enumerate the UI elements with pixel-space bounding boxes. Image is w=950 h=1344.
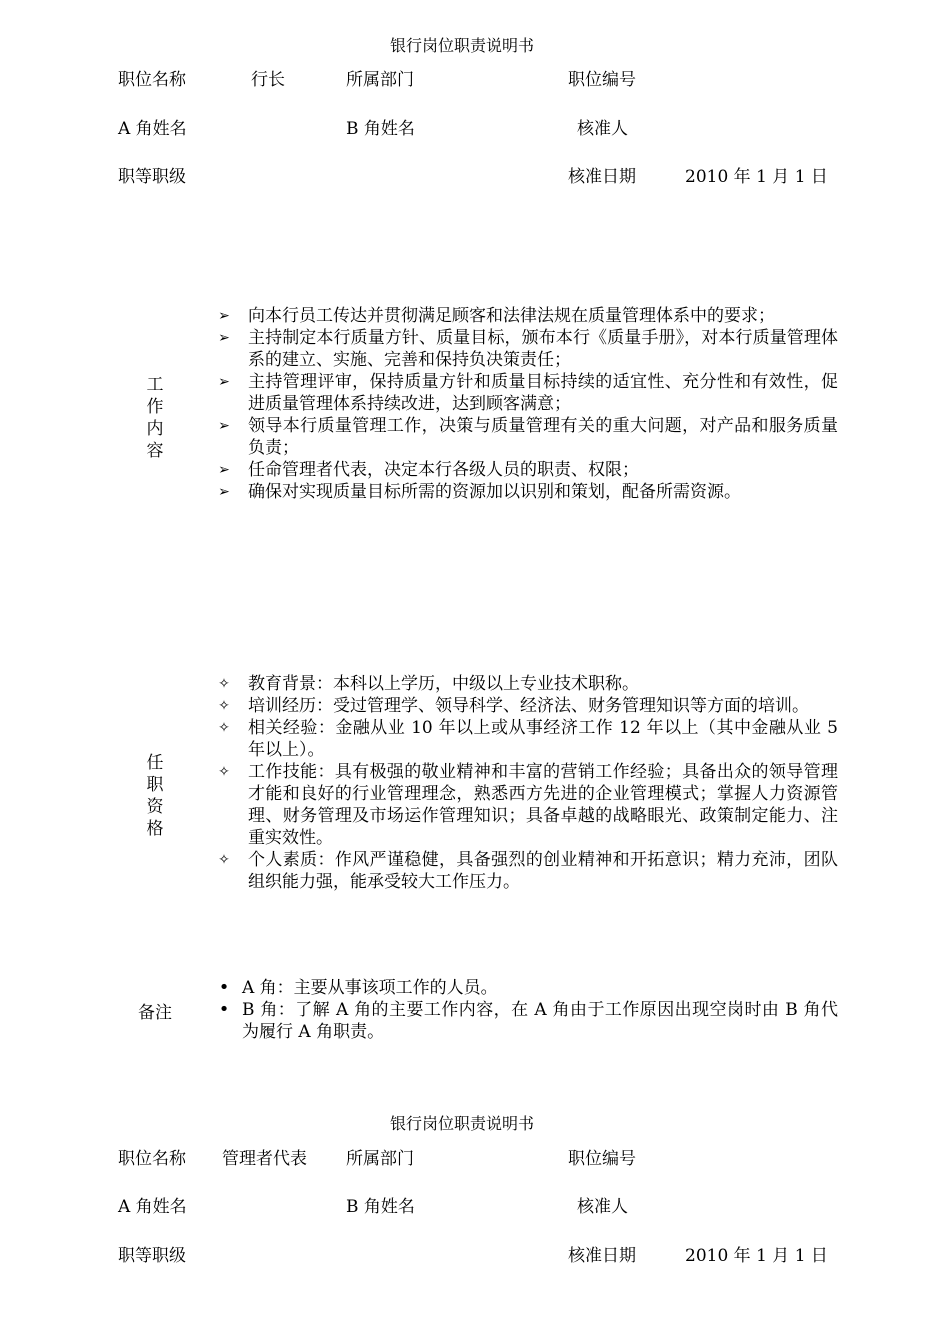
list-item bbox=[214, 849, 838, 893]
dot-bullet-icon: • bbox=[218, 999, 230, 1020]
remarks-list bbox=[214, 977, 838, 1043]
work-label-char: 工 bbox=[146, 375, 164, 395]
form2-department-label: 所属部门 bbox=[346, 1149, 414, 1169]
form1-position-name-label: 职位名称 bbox=[118, 70, 186, 90]
star-bullet-icon: ✧ bbox=[218, 676, 230, 692]
form1-department-label: 所属部门 bbox=[346, 70, 414, 90]
work-label-char: 内 bbox=[146, 419, 164, 439]
list-item-text: 工作技能：具有极强的敬业精神和丰富的营销工作经验；具备出众的领导管理才能和良好的行业管理理念，熟悉西方先进的企业管理模式；掌握人力资源管理、财务管理及市场运作管理知识；具备卓越的战略眼光、政策制定能力、注重实效性。 bbox=[248, 762, 838, 848]
arrow-bullet-icon: ➢ bbox=[218, 330, 230, 346]
dot-bullet-icon: • bbox=[218, 977, 230, 998]
remarks-label: 备注 bbox=[138, 1003, 172, 1023]
work-content-list bbox=[214, 305, 838, 503]
qualification-label bbox=[138, 752, 172, 840]
form2-b-name-label: B 角姓名 bbox=[346, 1197, 415, 1217]
list-item-text: 个人素质：作风严谨稳健，具备强烈的创业精神和开拓意识；精力充沛，团队组织能力强，能承受较大工作压力。 bbox=[248, 850, 838, 892]
list-item bbox=[214, 717, 838, 761]
arrow-bullet-icon: ➢ bbox=[218, 484, 230, 500]
list-item-text: 领导本行质量管理工作，决策与质量管理有关的重大问题，对产品和服务质量负责； bbox=[248, 416, 838, 458]
qual-label-char: 任 bbox=[146, 753, 164, 773]
arrow-bullet-icon: ➢ bbox=[218, 418, 230, 434]
list-item bbox=[214, 673, 838, 695]
list-item bbox=[214, 481, 838, 503]
form1-a-name-label: A 角姓名 bbox=[118, 119, 187, 139]
form1-position-name-value: 行长 bbox=[251, 70, 285, 90]
list-item bbox=[214, 327, 838, 371]
form1-grade-label: 职等职级 bbox=[118, 167, 186, 187]
star-bullet-icon: ✧ bbox=[218, 698, 230, 714]
list-item bbox=[214, 977, 838, 999]
list-item-text: B 角：了解 A 角的主要工作内容，在 A 角由于工作原因出现空岗时由 B 角代为履行 A 角职责。 bbox=[242, 1000, 838, 1042]
form1-position-code-label: 职位编号 bbox=[568, 70, 636, 90]
list-item bbox=[214, 305, 838, 327]
form1-approve-date-label: 核准日期 bbox=[568, 167, 636, 187]
list-item bbox=[214, 695, 838, 717]
list-item bbox=[214, 371, 838, 415]
form1-b-name-label: B 角姓名 bbox=[346, 119, 415, 139]
star-bullet-icon: ✧ bbox=[218, 720, 230, 736]
form2-approver-label: 核准人 bbox=[577, 1197, 628, 1217]
work-label-char: 容 bbox=[146, 441, 164, 461]
form2-approve-date-value: 2010 年 1 月 1 日 bbox=[685, 1246, 828, 1266]
list-item-text: 确保对实现质量目标所需的资源加以识别和策划，配备所需资源。 bbox=[248, 482, 741, 502]
arrow-bullet-icon: ➢ bbox=[218, 374, 230, 390]
list-item-text: 向本行员工传达并贯彻满足顾客和法律法规在质量管理体系中的要求； bbox=[248, 306, 775, 326]
list-item-text: 相关经验：金融从业 10 年以上或从事经济工作 12 年以上（其中金融从业 5 年以上）。 bbox=[248, 718, 838, 760]
form2-position-code-label: 职位编号 bbox=[568, 1149, 636, 1169]
work-label-char: 作 bbox=[146, 397, 164, 417]
list-item bbox=[214, 459, 838, 481]
list-item-text: A 角：主要从事该项工作的人员。 bbox=[242, 978, 498, 998]
list-item bbox=[214, 761, 838, 849]
list-item bbox=[214, 415, 838, 459]
form2-grade-label: 职等职级 bbox=[118, 1246, 186, 1266]
arrow-bullet-icon: ➢ bbox=[218, 308, 230, 324]
qual-label-char: 格 bbox=[146, 819, 164, 839]
qualification-list bbox=[214, 673, 838, 893]
form2-position-name-label: 职位名称 bbox=[118, 1149, 186, 1169]
list-item-text: 任命管理者代表，决定本行各级人员的职责、权限； bbox=[248, 460, 639, 480]
work-content-label bbox=[138, 374, 172, 462]
star-bullet-icon: ✧ bbox=[218, 764, 230, 780]
form1-title: 银行岗位职责说明书 bbox=[390, 36, 535, 55]
arrow-bullet-icon: ➢ bbox=[218, 462, 230, 478]
list-item-text: 培训经历：受过管理学、领导科学、经济法、财务管理知识等方面的培训。 bbox=[248, 696, 809, 716]
list-item-text: 主持制定本行质量方针、质量目标，颁布本行《质量手册》，对本行质量管理体系的建立、实施、完善和保持负决策责任； bbox=[248, 328, 838, 370]
form2-approve-date-label: 核准日期 bbox=[568, 1246, 636, 1266]
qual-label-char: 资 bbox=[146, 797, 164, 817]
star-bullet-icon: ✧ bbox=[218, 852, 230, 868]
form2-position-name-value: 管理者代表 bbox=[222, 1149, 307, 1169]
qual-label-char: 职 bbox=[146, 775, 164, 795]
list-item-text: 主持管理评审，保持质量方针和质量目标持续的适宜性、充分性和有效性，促进质量管理体系持续改进，达到顾客满意； bbox=[248, 372, 838, 414]
list-item-text: 教育背景：本科以上学历，中级以上专业技术职称。 bbox=[248, 674, 639, 694]
list-item bbox=[214, 999, 838, 1043]
form1-approver-label: 核准人 bbox=[577, 119, 628, 139]
form1-approve-date-value: 2010 年 1 月 1 日 bbox=[685, 167, 828, 187]
form2-title: 银行岗位职责说明书 bbox=[390, 1114, 535, 1133]
form2-a-name-label: A 角姓名 bbox=[118, 1197, 187, 1217]
